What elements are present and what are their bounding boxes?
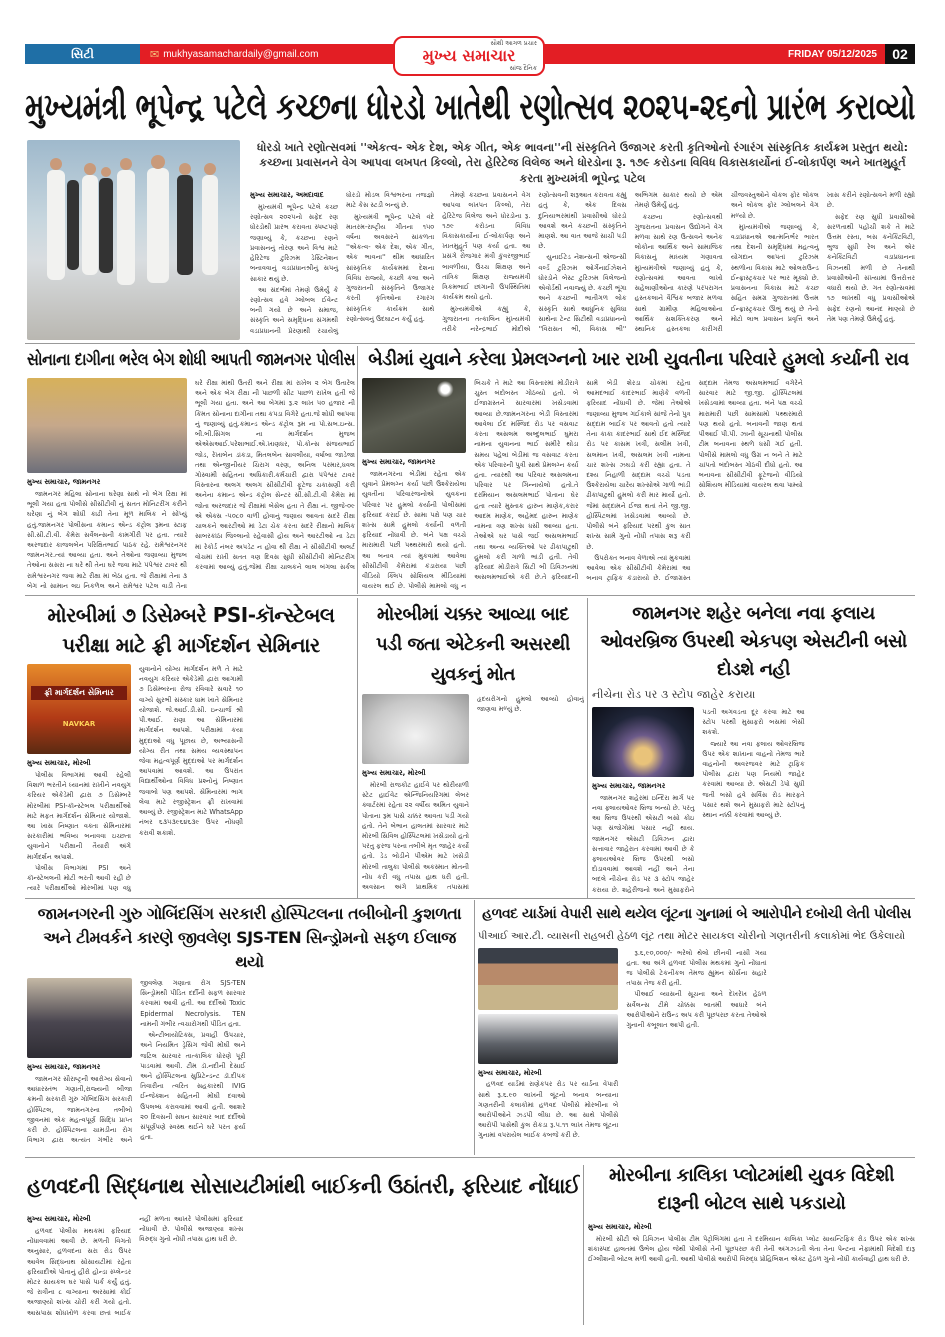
paragraph: તેમણે કચ્છના પ્રવાસનને વેગ આપવા લખપત કિલ્લો, તેરા હેરિટેજ વિલેજ અને ધોરડોના રૂ. ૧૭૯ કરોડના વિવિધ વિકાસકાર્યોના ઈ-લોકાર્પણ અને ખાતમુહૂર્ત પણ કર્યા હતા. આ પ્રસંગે રોજગાર મંત્રી કુંવરજીભાઈ બાવળીયા, ઉચ્ચ શિક્ષણ અને તાંત્રિક શિક્ષણ રાજ્યમંત્રી ત્રિકમભાઈ છાંગાની ઉપસ્થિતિમાં કાર્યક્રમ થયો હતો. bbox=[442, 191, 531, 302]
dateline: મુખ્ય સમાચાર, મોરબી bbox=[27, 1215, 91, 1223]
story-body bbox=[588, 1222, 915, 1327]
seminar-advert bbox=[27, 664, 131, 754]
story-body bbox=[478, 948, 915, 1155]
dateline: મુખ્ય સમાચાર, જામનગર bbox=[362, 458, 436, 466]
story-gold-bag bbox=[27, 346, 355, 592]
story-body bbox=[27, 1214, 580, 1327]
people-walking-image bbox=[27, 140, 240, 332]
email-icon: ✉ bbox=[150, 47, 160, 61]
divider bbox=[357, 598, 358, 898]
paragraph: મુખ્યમંત્રી ભૂપેન્દ્ર પટેલે વંદે માતરમ-રાષ્ટ્રીય ગીતના ૧૫૦ વર્ષના અવસરને સાંકળતા ''એકત્વ- એક દેશ, એક ગીત, એક ભાવના'' થીમ આધારિત સાંસ્કૃતિક કાર્યક્રમમાં દેશના વિવિધ રાજ્યો, કચ્છી કલા અને ગુજરાતની સંસ્કૃતિને ઉજાગર કરતી કૃતિઓના રંગારંગ સાંસ્કૃતિક કાર્યક્રમ સાથે રણોત્સવનું ઉદઘાટન કર્યું હતું. bbox=[346, 212, 435, 323]
divider bbox=[25, 1157, 915, 1158]
issue-date: FRIDAY 05/12/2025 bbox=[788, 48, 877, 60]
advert-brand: NAVKAR bbox=[62, 720, 96, 729]
paragraph: રૂ.૬,૯૦,૦૦૦/- ભરેલો થેલો છીનવી નાસી ગયા હતા. આ અંગે હળવદ પોલીસ મથકમાં ગુનો નોંધાતાં જ પોલીસે ટેકનીકલ તેમજ હ્યુમન સોર્સના સહારે તપાસ તેજ કરી હતી. bbox=[626, 948, 767, 988]
story-headline: જામનગર શહેર બનેલા નવા ફલાય ઓવરબ્રિજ ઉપરથી એકપણ એસટીની બસો દોડશે નહી bbox=[600, 603, 907, 680]
dateline: મુખ્ય સમાચાર, મોરબી bbox=[478, 1068, 542, 1077]
paragraph: જામનગર શહેરમાં ઇન્દિરા માર્ગ પર નવા ફ્લાયઓવર બ્રિજ બન્યો છે. પરંતુ આ બ્રિજ ઉપરથી એસટી બસો કોઇ પણ સંજોગોમાં પસાર નહીં થાય. જામનગર એસટી ડિવિઝન દ્વારા સત્તાવાર જાહેરાત કરવામાં આવી છે કે ફ્લાયઓવર બ્રિજ ઉપરથી બસો દોડાવવામાં આવશે નહીં અને તેના બદલે નીચેના રોડ પર ૩ સ્ટોપ જાહેર કરાયા છે. શહેરીજનો અને મુસાફરોને પડતી અગવડતા દૂર કરવા માટે આ સ્ટોપ પરથી મુસાફરો બસમાં બેસી શકશે. bbox=[592, 707, 805, 894]
divider bbox=[25, 595, 915, 596]
paragraph: મુખ્યમંત્રીએ કહ્યું કે, ગુજરાતના તત્કાલિન મુખ્યમંત્રી તરીકે નરેન્દ્રભાઈ મોદીએ રણોત્સવની શરૂઆત કરાવતા કહ્યું હતું કે, એક દિવસ દુનિયાભરમાંથી પ્રવાસીઓ ધોરડો આવશે અને કચ્છની સંસ્કૃતિને માણશે. આ વાત આજે સાચી પડી છે. bbox=[442, 191, 627, 334]
story-body bbox=[27, 978, 472, 1154]
advert-title: ફ્રી માર્ગદર્શન સેમિનાર bbox=[31, 686, 127, 700]
story-headline: મોરબીમાં ચક્કર આવ્યા બાદ પડી જતા એટેકની અસરથી યુવકનું મોત bbox=[376, 604, 570, 685]
paragraph: કચ્છના રણોત્સવથી ગુજરાતના પ્રવાસન ઉદ્યોગને વેગ મળવા સાથે રણ ઉત્સવને અનેક લોકોના આર્થિક અને સામાજિક વિકાસનું માધ્યમ ગણાવતા મુખ્યમંત્રીએ જણાવ્યું હતું કે, રણોત્સવમાં આવતા લાખો સહેલાણીઓના કારણે પરંપરાગત હસ્તકલાને વૈશ્વિક બજાર મળવા સાથે ગ્રામીણ મહિલાઓના આર્થિક સશક્તિકરણ અને સ્થાનિક હસ્તકલા કારીગરી ચીજવસ્તુઓને વોકલ ફોર લોકલ અને લોકલ ફોર ગ્લોબલને વેગ મળ્યો છે. bbox=[634, 191, 819, 334]
lead-headline: મુખ્યમંત્રી ભૂપેન્દ્ર પટેલે કચ્છના ધોરડો ખાતેથી રણોત્સવ ૨૦૨૫-૨૬નો પ્રારંભ કરાવ્યો bbox=[25, 85, 916, 128]
story-headline: બેડીમાં યુવાને કરેલા પ્રેમલગ્નનો ખાર રાખી યુવતીના પરિવારે હુમલો કર્યાની રાવ bbox=[368, 349, 909, 370]
doctors-group-photo bbox=[27, 978, 132, 1058]
story-subheadline: પીઆઈ આર.ટી. વ્યાસની રાહબરી હેઠળ લૂંટ તથા મોટર સાયકલ ચોરીનો ગણતરીની કલાકોમાં ભેદ ઉકેલાયો bbox=[478, 931, 906, 942]
story-body bbox=[27, 378, 355, 592]
logo-sub: સાંજ દૈનિક bbox=[509, 65, 537, 72]
paragraph: જ્યારે આ નવા ફલાય ઓવરબ્રિજ ઉપર એક શાખાના વાહનો તેમજ ભારે વાહનોની અવરજવર માટે ટ્રાફિક પોલીસ દ્વારા પણ નિયમો જાહેર કરવામાં આવ્યા છે. એસટી ડેપો સુધી જતી બસો હવે સર્વિસ રોડ મારફતે પસાર થશે અને મુસાફરો માટે સ્ટોપનું સ્થાન નક્કી કરવામાં આવ્યું છે. bbox=[702, 739, 805, 820]
story-headline: મોરબીના કાલિકા પ્લોટમાંથી યુવક વિદેશી દારૂની બોટલ સાથે પકડાયો bbox=[608, 1165, 895, 1214]
dateline: મુખ્ય સમાચાર, મોરબી bbox=[362, 769, 426, 777]
paragraph: યુનાઈટેડ નેશન્સની એજન્સી વર્લ્ડ ટુરિઝમ ઓર્ગેનાઈઝેશને ધોરડોને બેસ્ટ ટુરિઝમ વિલેજનો એવોર્ડથી નવાજ્યું છે. કચ્છી ભૂંગા અને કચ્છની ભાતીગળ લોક સંસ્કૃતિ સાથે આધુનિક સુવિધા સાથેના ટેન્ટ સિટીથી વડાપ્રધાનનો ''વિરાસત ભી, વિકાસ ભી'' અભિગમ સાકાર થયો છે એમ તેમણે ઉમેર્યું હતું. bbox=[538, 191, 723, 334]
story-headline: હળવદની સિદ્ધનાથ સોસાયટીમાંથી બાઈકની ઉઠાંતરી, ફરિયાદ નોંધાઈ bbox=[27, 1174, 580, 1198]
paragraph: હળવદ પોલીસ મથકમાં ફરિયાદ નોંધાવવામાં આવી છે. મળતી વિગતો અનુસાર, હળવદના સરા રોડ ઉપર આવેલ સિદ્ધનાથ સોસાયટીમાં રહેતા ફરિયાદીએ પોતાનું હીરો હોન્ડા સ્પ્લેન્ડર મોટર સાયકલ ઘર પાસે પાર્ક કર્યું હતું. જે રાત્રીના ૮ વાગ્યાના અરસામાં કોઈ અજાણ્યો શખ્સ ચોરી કરી ગયો હતો. આસપાસ શોધખોળ કરવા છતાં બાઈક નહીં મળતા આખરે પોલીસમાં ફરિયાદ નોંધાવી છે. પોલીસે અજાણ્યા શખ્સ વિરુદ્ધ ગુનો નોંધી તપાસ હાથ ધરી છે. bbox=[27, 1215, 244, 1317]
paragraph: એન્ટીબાયોટિક્સ, પ્રવાહી ઉપચાર, અને નિયમિત ડ્રેસિંગ જેવી મોંઘી અને જટિલ સારવાર તાત્કાલિક ધોરણે પૂરી પાડવામાં આવી. ટીમ ડૉ.નદીની દેસાઈ અને હોસ્પિટલના સુપ્રિટેન્ડન્ટ ડૉ.દીપક તિવારીના ત્વરિત સહકારથી IVIG ઈન્જેક્શન સહિતની મોંઘી દવાઓ ઉપલબ્ધ કરાવવામાં આવી હતી. આશરે ૨૦ દિવસની સઘન સારવાર બાદ દર્દીઓ સંપૂર્ણપણે સ્વસ્થ થઈને ઘરે પરત ફર્યા હતા. bbox=[140, 1031, 246, 1142]
divider bbox=[583, 1165, 584, 1325]
dateline: મુખ્ય સમાચાર, મોરબી bbox=[27, 759, 91, 767]
divider bbox=[25, 898, 915, 899]
police-officer-photo bbox=[478, 948, 618, 1010]
flyover-night-photo bbox=[592, 707, 694, 777]
story-headline: જામનગરની ગુરુ ગોબિંદસિંગ સરકારી હોસ્પિટલના તબીબોની કુશળતા અને ટીમવર્કને કારણે જીવલેણ SJS-TEN સિન્ડ્રોમનો સફળ ઈલાજ થયો bbox=[37, 904, 462, 971]
paragraph: પોલીસ વિભાગમાં આવી રહેલી વિશાળ ભરતીને ધ્યાનમાં રાખીને નવયુગ કરિયર એકેડેમી દ્વારા ૭ ડિસેમ્બરે મોરબીમાં PSI-કૉન્સ્ટેબલ પરીક્ષાર્થીઓ માટે મફત માર્ગદર્શન સેમિનાર યોજાશે. આ ખાસ નિષ્ણાત વક્તા સેમિનારમાં સરકારીમાં ભવિષ્ય બનાવવા ઇચ્છતા યુવાનોને પરીક્ષાની તૈયારી અંગે માર્ગદર્શન અપાશે. bbox=[27, 770, 131, 861]
story-hospital bbox=[27, 902, 472, 1154]
logo-tagline: સૌથી આગળ પ્રચાર bbox=[490, 40, 537, 47]
story-bedi-attack bbox=[362, 346, 915, 592]
paragraph: પોલીસ વિભાગમાં PSI અને કૉન્સ્ટેબલની મોટી ભરતી આવી રહી છે ત્યારે પરીક્ષાર્થીઓ મોરબીમાં પણ વધુ યુવાનોને યોગ્ય માર્ગદર્શન મળે તે માટે નવયુગ કરિયર એકેડેમી દ્વારા આગામી ૭ ડિસેમ્બરના રોજ રવિવારે સવારે ૧૦ વાગ્યે સુરભી સંસ્કાર ધામ ખાતે સેમિનાર યોજાશે. જે.આઈ.ડી.સી. ઇન્ચાર્જ શ્રી પી.આઈ. રાણા આ સેમિનારમાં માર્ગદર્શન આપશે. પરીક્ષામાં કયા મુદ્દાઓ વધુ પૂછાય છે, અભ્યાસની યોગ્ય રીત તથા સમય વ્યવસ્થાપન જેવા મહત્વપૂર્ણ મુદ્દાઓ પર માર્ગદર્શન આપવામાં આવશે. આ ઉપરાંત વિદ્યાર્થીઓના વિવિધ પ્રશ્નોનું નિષ્ણાત જવાબો પણ આપશે. સેમિનારમાં ભાગ લેવા માટે રજીસ્ટ્રેશન ફ્રી રાખવામાં આવ્યું છે. રજીસ્ટ્રેશન માટે WhatsApp નંબર ૬૩૫૩૯૬૪૬૩૯ ઉપર નોંધણી કરાવી શકાશે. bbox=[27, 665, 243, 893]
divider bbox=[474, 900, 475, 1155]
story-body bbox=[592, 707, 915, 895]
newspaper-logo bbox=[393, 36, 545, 76]
story-body bbox=[362, 694, 584, 895]
story-psi-seminar bbox=[27, 600, 355, 895]
dateline: મુખ્ય સમાચાર, જામનગર bbox=[592, 781, 666, 790]
paragraph: મોરબી સીટી એ ડિવિઝન પોલીસ ટીમ પેટ્રોલિંગમાં હતા તે દરમિયાન કાલિકા પ્લોટ સાયન્ટિફિક રોડ ઉપર એક શખ્સ શંકાસ્પદ હાલતમાં ઉભેલ હોય જેથી પોલીસે તેની પૂછપરછ કરી તેની અંગઝડતી લેતા તેના પેન્ટના નેફામાંથી વિદેશી દારૂ ઈંગ્લીશની બોટલ મળી આવી હતી. આથી પોલીસે આરોપી વિરુદ્ધ પ્રોહિબિશન એક્ટ હેઠળ ગુનો નોંધી કાર્યવાહી હાથ ધરી છે. bbox=[588, 1234, 915, 1264]
story-body bbox=[362, 378, 915, 592]
paragraph: ઉપરોક્ત બનાવ વેળાએ ત્યાં મુકવામાં આવેલા એક સીસીટીવી કેમેરામાં આ બનાવ ટ્રાફિક કંડારાયો છે. ઈજાગ્રસ્ત સદ્દામ તેમજ અસલમભાઈ વગેરેને સારવાર માટે જી.જી. હોસ્પિટલમાં ખસેડવામાં આવ્યા હતા. બંને પક્ષ વચ્ચે મારામારી પછી સામસામો પથ્થરમારો પણ થયો હતો. બનાવની જાણ થતાં પીઆઈ પી.પી. ઝાની સૂચનાથી પોલીસ ટીમ બનાવના સ્થળે ધસી ગઈ હતી. પોલીસે મામલો વધુ ઉગ્ર ન બને તે માટે ચાંપતો બંદોબસ્ત ગોઠવી દીધો હતો. આ બનાવના સીસીટીવી ફૂટેજનો વીડિયો સોશિયલ મીડિયામાં વાયરલ થવા પામ્યો છે. bbox=[586, 379, 803, 583]
paragraph: મુખ્યમંત્રી ભૂપેન્દ્ર પટેલે કચ્છ રણોત્સવ ૨૦૨૫નો સફેદ રણ ધોરડોથી પ્રારંભ કરાવતા સ્પષ્ટપણે જણાવ્યું કે, કચ્છના રણને પ્રવાસનનું તોરણ અને વિશ્વ માટે હેરિટેજ ટુરિઝમ ડેસ્ટિનેશન બનાવવાનું વડાપ્રધાનશ્રીનું સપનું સાકાર થયું છે. bbox=[250, 203, 339, 283]
paragraph: જામનગરના બેડીમાં રહેતા એક યુવાને પ્રેમલગ્ન કર્યા પછી ઉશ્કેરાયેલા યુવતીના પરિવારજનોએ યુવકના પરિવાર પર હુમલો કર્યાની પોલીસમાં ફરિયાદ કરાઈ છે. સામા પક્ષે પણ ચાર શખ્સ સામે હુમલો કર્યાની વળતી ફરિયાદ નોંધાવી છે. બંને પક્ષ વચ્ચે મારામારી પછી પથ્થરમારો થયો હતો. આ બનાવ ત્યાં મુકવામાં આવેલા સીસીટીવી કેમેરામાં કંડારાયા પછી વીડિયો ક્લિપ સોશિયલ મીડિયામાં વાયરલ થઈ છે. પોલીસે મામલો વધુ ન બિચકે તે માટે આ વિસ્તારમાં મોડીરાત્રે ચુસ્ત બંદોબસ્ત ગોઠવ્યો હતો. બે ઈજાગ્રસ્તને સારવારમાં ખસેડવામાં આવ્યા છે.જામનગરના બેડી વિસ્તારમાં આવેલા ઈદ મસ્જિદ રોડ પર વસવાટ કરતા અસલમ અબ્દુલભાઈ ઘુમરા નામના યુવાનના ભાઈ સમીરે થોડા સમય પહેલાં બેડીમાં જ વસવાટ કરતા એક પરિવારની પુત્રી સાથે પ્રેમલગ્ન કર્યા હતા. ત્યારથી આ પરિવાર અસલમના પરિવાર પર ગિન્નાયેલો હતો.તે દરમિયાન અસલમભાઈ પોતાના ઘેર હતા ત્યારે મુસ્તાક હારુન માણેક,કરાર આદમ માણેક, અહેમદ હારુન માણેક નામના ત્રણ શખ્સ ધસી આવ્યા હતા. તેઓએ ઘર પાસે જઈ અસલમભાઈ તથા અન્ય વ્યક્તિઓ પર ઢીકાપાટુથી હુમલો કરી ગાળો ભાંડી હતી. તેવી ફરિયાદ મોડીરાત્રે સિટી બી ડિવિઝનમાં અસલમભાઈએ કરી છે.તે ફરિયાદની સામે બેડી શેરડા ચોકમાં રહેતા આમદભાઈ કાદરભાઈ માણેકે વળતી ફરિયાદ નોંધાવી છે. જેમાં તેઓએ જણાવ્યા મુજબ ગઈકાલે સાંજે તેનો પુત્ર સદ્દામ બાઈક પર આવતો હતો ત્યારે તેના કાકા કાદરભાઈ સાથે ઈદ મસ્જિદ રોડ પર કાસમ ખત્રી, સલીમ ખત્રી, સલમાન ખત્રી, અસલમ ખત્રી નામના ચાર શખ્સ ઝઘડો કરી રહ્યા હતા. તે દશ્ય નિહાળી સદ્દામ વચ્ચે પડતા ઉશ્કેરાયેલા ચારેય શખ્સોએ ગાળો ભાંડી ઢીકાપાટુથી હુમલો કરી માર માર્યો હતો. જેમાં સદ્દામને ઈજા થતાં તેને જી.જી. હોસ્પિટલમાં ખસેડવામાં આવ્યો છે. પોલીસે બંને ફરિયાદ પરથી કુલ સાત શખ્સ સામે ગુનો નોંધી તપાસ શરૂ કરી છે. bbox=[362, 379, 691, 591]
divider bbox=[587, 598, 588, 898]
divider bbox=[25, 343, 915, 344]
paragraph: હળવદ યાર્ડમાં રાણેકપર રોડ પર યાર્ડના વેપારી સાથે રૂ.૬.૯૦ લાખની લૂંટનો બનાવ બન્યાના ગણતરીની કલાકોમાં હળવદ પોલીસે મોરબીના બે આરોપીઓને ઝડપી લીધા છે. આ સાથે પોલીસે આરોપી પાસેથી કુલ રોકડા રૂ.૫.૧૧ લાખ તેમજ લૂંટના ગુનામાં વપરાયેલ બાઈક કબજે કરી છે. bbox=[478, 1080, 619, 1140]
paragraph: મોરબી રાજકોટ હાઈવે પર થોરીયાળી સ્ટેટ હાઈવેટ એન્જિનિયરિંગમાં લેબર ક્વાર્ટરમાં રહેતા ૨૨ વર્ષીય અમિત યુવાને પોતાના રૂમ પાસે ચક્કર આવતા પડી ગયો હતો. તેને બેભાન હાલતમાં સારવાર માટે મોરબી સિવિલ હોસ્પિટલમાં ખસેડાયો હતો પરંતુ ફરજ પરના તબીબે મૃત જાહેર કર્યો હતો. ડેડ બોડીને પીએમ માટે ખસેડી મોરબી તાલુકા પોલીસે અકસ્માત મોતની નોંધ કરી વધુ તપાસ હાથ ધરી હતી. અવસાન અંગે પ્રાથમિક તપાસમાં હૃદયરોગનો હુમલો આવ્યો હોવાનું જાણવા મળ્યું છે. bbox=[362, 695, 584, 892]
page-number: 02 bbox=[885, 44, 915, 64]
paragraph: મુખ્યમંત્રીએ જણાવ્યું કે, વડાપ્રધાનએ આત્મનિર્ભર ભારત તથા દેશની સમૃદ્ધિમાં મહત્વનું યોગદાન આપતાં ટુરિઝમ સ્થળોના વિકાસ માટે ઓલરાઉન્ડ ઈન્ફ્રાસ્ટ્રક્ચર પર ભાર મૂક્યો છે. પ્રવાસનના વિકાસ માટે કચ્છ સહિત સમગ્ર ગુજરાતમાં ઉત્તમ ઈન્ફ્રાસ્ટ્રક્ચર ઊભું થયું છે તેનો મોટો લાભ પ્રવાસન પ્રવૃત્તિ અને ખાસ કરીને રણોત્સવને મળી રહ્યો છે. bbox=[730, 191, 915, 323]
story-morbi-death bbox=[362, 600, 584, 895]
dateline: મુખ્ય સમાચાર, જામનગર bbox=[27, 1063, 101, 1071]
hands-photo bbox=[362, 694, 469, 764]
paragraph: જામનગર સૌરાષ્ટ્રની આરોગ્ય સેવાનો આધારસ્તંભ ગણાતી,રાજ્યની બીજા ક્રમની સરકારી ગુરુ ગોબિંદસિંગ સરકારી હોસ્પિટલ, જામનગરના તબીબો જીવનમાં એક મહત્વપૂર્ણ સિદ્ધિ પ્રાપ્ત કરી છે. હોસ્પિટલના ચામડીના રોગ વિભાગ દ્વારા અત્યંત ગંભીર અને જીવલેણ ગણાતા રોગ SJS-TEN સિન્ડ્રોમથી પીડિત દર્દીની સફળ સારવાર કરવામાં આવી હતી. આ દર્દીઓ Toxic Epidermal Necrolysis. TEN નામની ગંભીર ત્વચારોગથી પીડિત હતા. bbox=[27, 979, 246, 1145]
story-headline: હળવદ યાર્ડમાં વેપારી સાથે થયેલ લૂંટના ગુનામાં બે આરોપીને દબોચી લેતી પોલીસ bbox=[482, 906, 911, 922]
paragraph: જામનગર મહિલા સોનાના ઘરેણા સાથે નો બેગ રિક્ષા માં ભૂલી ગયા હતા પોલીસે સીસીટીવી નું સતત મોનિટરીંગ કરીને ઘરેણા નું બેગ શોધી કાઢી તેના મૂળ માલિક ને સોંપ્યું હતું.જામનગર પોલીસના કમાન્ડ એન્ડ કંટ્રોલ રૂમના સ્ટાફ સી.સી.ટી.વી. કેમેરા સર્વેલન્સની કામગીરી પર હતા. ત્યારે અરજદાર કાજલબેન પરિક્ષિતભાઈ પાઠક રહે. રામેશ્વરનગર જામનગર.ત્યાં આવ્યા હતા. અને તેઓના જણાવ્યા મુજબ તેઓના સસરા ના ઘરે થી તેના ઘરે જવા માટે પંપેશ્વર ટાવર થી રામેશ્વરનગર જવા માટે રીક્ષા માં બેઠા હતા. જે રીક્ષામાં તેના ૩ બેગ નો સામાન લઇ નિકળેલ અને રામેશ્વર પટેલ વાડી તેના ઘરે રીક્ષા માંથી ઉતરી અને રીક્ષા માં રાખેલ ૨ બેગ ઉતારેલ અને એક બેગ રીક્ષા ની પાછળી સીટ પાછળ રાખેલ હતી જે ભૂલી ગયા હતા. અને આ બેગમાં રૂ.૨ લાખ ૫૦ હજાર ની કિંમત સોનાના દાગીના તથા કપડા વિગેરે હતા.જે શોધી આપવા નું જણાવ્યું હતું.કમાન્ડ એન્ડ કંટ્રોલ રૂમ ના પો.સબ.ઇન્સ. બી.બી.સિંગલ ના માર્ગદર્શન મુજબ એએસઆઈ.પરેશાભાઈ.એ.ખાણધર, પો.કોન્સ સંજયભાઈ જોડ, રેખાબેન ડાંકડા, મિતલબેન સાવલીયા, વર્ષાબા જાડેજા તથા એન્જીનીયર ચિરાગ વરણ, અનિલ પરમાર,ધવલ ગોસ્વામી સહિતના અધિકારી.કર્મચારી દ્વારા પંપેશ્વર ટાવર વિસ્તારના અલગ અલગ સીસીટીવી ફૂટેજ ચકાસણી કરી અનેના કમાન્ડ એન્ડ કંટ્રોલ સેન્ટર સી.સી.ટી.વી કેમેરા માં જોતા અરજદાર જે રીક્ષામાં બેસેલ હતા તે રીક્ષા નં. જીજે-૦૯ એ એક્સ -૫૦૮૦ વાળી હોવાનું જણાય આવતા સદરે રીક્ષા ચાલકને આરટીઓ માં ડેટા ચેક કરતા સદરે રીક્ષાનો માલિક સાબરકાંઠા જિલ્લાનો રહેવાસી હોય અને આરટીઓ ના ડેટા માં રેકોર્ડ નંબર અપડેટ ન હોવા થી રીક્ષા ને સીસીટીવી અલર્ટ વોચમાં રાખી સતત ત્રણ દિવસ સુધી સીસીટીવી મોનિટરીંગ કરવામાં આવ્યું હતું.જેમાં રીક્ષા ચાલકને લાલ બંગલા સર્કલ bbox=[27, 379, 355, 590]
lead-article-body bbox=[250, 190, 915, 340]
story-headline: મોરબીમાં ૭ ડિસેમ્બરે PSI-કૉન્સ્ટેબલ પરીક્ષા માટે ફ્રી માર્ગદર્શન સેમિનાર bbox=[47, 603, 335, 657]
dateline: મુખ્ય સમાચાર, અમદાવાદ bbox=[250, 191, 324, 200]
lead-photo bbox=[27, 140, 240, 340]
section-label: સિટી bbox=[25, 44, 140, 64]
paragraph: સફેદ રણ સુધી પ્રવાસીઓ સરળતાથી પહોંચી શકે તે માટે ઉત્તમ રસ્તા, બસ કનેક્ટિવિટી, ભુજ સુધી રેલ અને એર કનેક્ટિવિટી વડાપ્રધાનના વિઝનથી મળી છે તેનાથી પ્રવાસીઓની સંખ્યામાં ઉત્તરોત્તર વધારો થયો છે. ગત રણોત્સવમાં ૧૭ લાખથી વધુ પ્રવાસીઓએ સફેદ રણનો આનંદ માણ્યો છે તેમ પણ તેમણે ઉમેર્યું હતું. bbox=[826, 212, 915, 323]
lead-story bbox=[250, 140, 915, 340]
story-bike-theft bbox=[27, 1162, 580, 1327]
dateline: મુખ્ય સમાચાર, મોરબી bbox=[588, 1223, 652, 1231]
email-link[interactable]: mukhyasamachardaily@gmail.com bbox=[163, 48, 319, 60]
dateline: મુખ્ય સમાચાર, જામનગર bbox=[27, 478, 101, 486]
story-flyover bbox=[592, 600, 915, 895]
divider bbox=[357, 346, 358, 594]
car-photo bbox=[478, 1014, 618, 1064]
lead-subheadline: ધોરડો ખાતે રણોત્સવમાં ''એકત્વ- એક દેશ, એક ગીત, એક ભાવના''ની સંસ્કૃતિને ઉજાગર કરતી કૃતિઓનો રંગારંગ સાંસ્કૃતિક કાર્યક્રમ પ્રસ્તુત થયો: કચ્છના પ્રવાસનને વેગ આપવા લખપત કિલ્લો, તેરા હેરિટેજ વિલેજ અને ધોરડોના રૂ. ૧૭૯ કરોડના વિવિધ વિકાસકાર્યોનાં ઈ-લોકાર્પણ અને ખાતમુહૂર્ત કરતા મુખ્યમંત્રી ભૂપેન્દ્ર પટેલ bbox=[257, 141, 908, 185]
story-halvad-robbery bbox=[478, 902, 915, 1154]
story-headline: સોનાના દાગીના ભરેલ બેગ શોધી આપતી જામનગર પોલીસ bbox=[27, 350, 355, 370]
police-with-woman-photo bbox=[27, 378, 187, 473]
logo-text: મુખ્ય સમાચાર bbox=[422, 46, 516, 65]
paragraph: પીઆઈ વ્યાસની સૂચના અને દેખરેખ હેઠળ સર્વેલન્સ ટીમે ચોક્કસ બાતમી આધારે બંને આરોપીઓને રાઉન્ડ અપ કરી પૂછપરછ કરતા તેઓએ ગુનાની કબૂલાત આપી હતી. bbox=[626, 990, 767, 1030]
cctv-street-photo bbox=[362, 378, 466, 453]
story-liquor bbox=[588, 1162, 915, 1327]
story-body bbox=[27, 664, 355, 895]
story-subheadline: નીચેના રોડ પર ૩ સ્ટોપ જાહેર કરાયા bbox=[592, 688, 756, 701]
masthead-bar bbox=[25, 40, 915, 72]
paragraph: આ સંદર્ભમાં તેમણે ઉમેર્યું કે રણોત્સવ હવે ગ્લોબલ ઈવેન્ટ બની ગયો છે અને સમાજ, સંસ્કૃતિ અને સમૃદ્ધિના સંગમથી વડાપ્રધાનની પ્રેરણાથી રચાયેલું ધોરડો મોડલ વિશ્વભરના તજજ્ઞો માટે કેસ સ્ટડી બન્યું છે. bbox=[250, 191, 435, 335]
